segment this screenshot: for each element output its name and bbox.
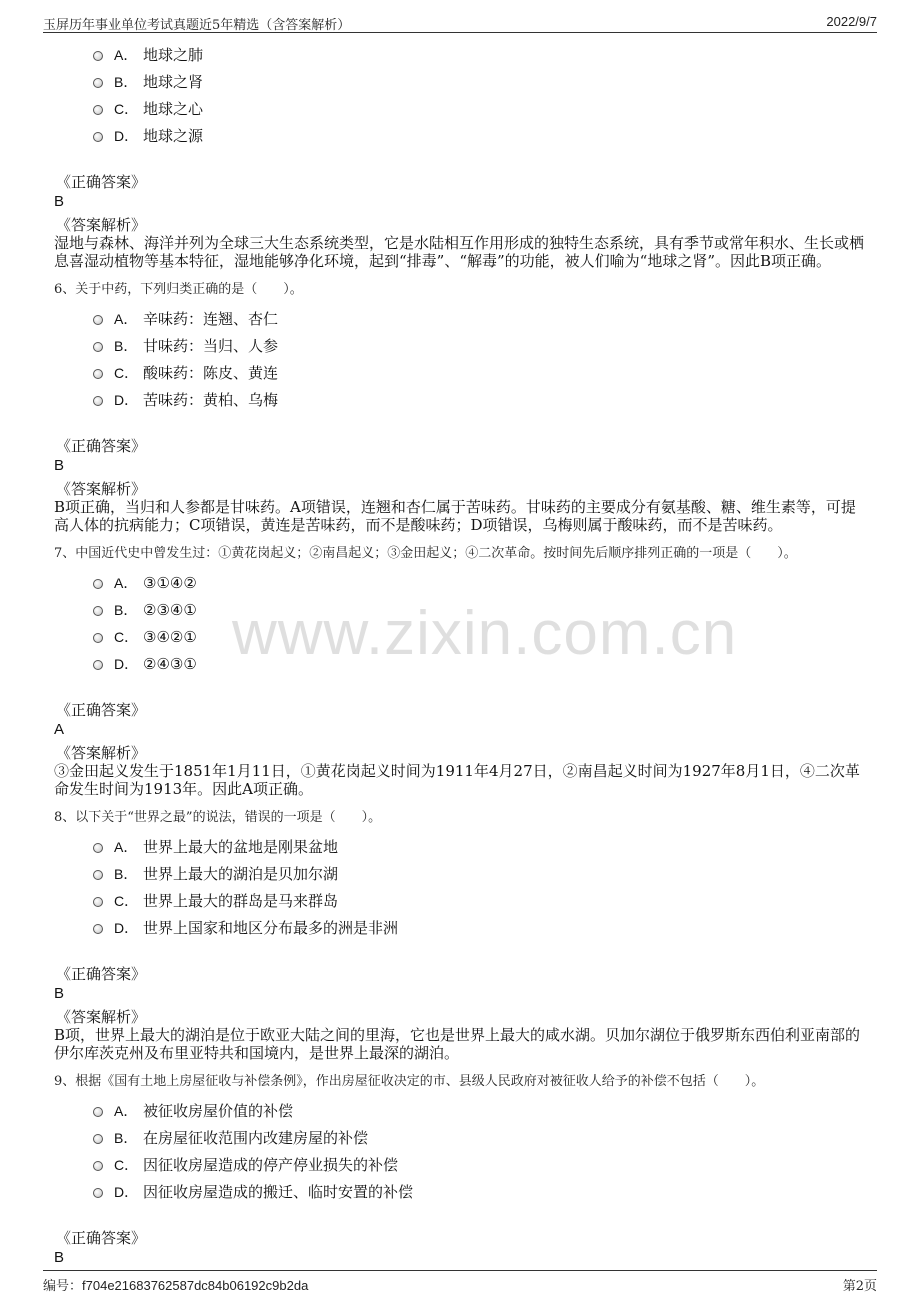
radio-icon[interactable] [93,1188,103,1198]
option-letter: C． [114,1157,139,1173]
option-text: 地球之心 [143,100,204,118]
option-letter: C． [114,629,139,645]
explanation-label: 《答案解析》 [56,1008,147,1026]
explanation-label: 《答案解析》 [56,216,147,234]
page-header [43,10,877,33]
document-title: 玉屏历年事业单位考试真题近5年精选（含答案解析） [43,18,351,33]
radio-icon[interactable] [93,78,103,88]
option-letter: A． [114,1103,138,1119]
answer-value: B [54,193,65,210]
option-letter: C． [114,101,139,117]
option-text: ③④②① [143,628,197,646]
option-d[interactable] [54,123,874,150]
answer-value: B [54,457,65,474]
option-text: 世界上国家和地区分布最多的洲是非洲 [143,919,399,937]
option-letter: D． [114,1184,139,1200]
radio-icon[interactable] [93,606,103,616]
radio-icon[interactable] [93,51,103,61]
option-c[interactable] [54,1152,874,1179]
explanation-text: ③金田起义发生于1851年1月11日，①黄花岗起义时间为1911年4月27日，②南昌起义时间为1927年8月1日，④二次革命发生时间为1913年。因此A项正确。 [54,762,860,798]
option-text: 被征收房屋价值的补偿 [143,1102,294,1120]
radio-icon[interactable] [93,1107,103,1117]
option-text: 在房屋征收范围内改建房屋的补偿 [143,1129,369,1147]
answer-label: 《正确答案》 [56,701,147,719]
option-a[interactable] [54,834,874,861]
code-value: f704e21683762587dc84b06192c9b2da [82,1278,309,1293]
option-letter: C． [114,893,139,909]
option-letter: D． [114,656,139,672]
option-b[interactable] [54,597,874,624]
option-c[interactable] [54,360,874,387]
option-text: 世界上最大的群岛是马来群岛 [143,892,339,910]
radio-icon[interactable] [93,132,103,142]
explanation-label: 《答案解析》 [56,480,147,498]
option-b[interactable] [54,69,874,96]
option-letter: D． [114,128,139,144]
option-d[interactable] [54,1179,874,1206]
option-b[interactable] [54,1125,874,1152]
option-letter: B． [114,338,138,354]
option-letter: B． [114,602,138,618]
explanation-text: 湿地与森林、海洋并列为全球三大生态系统类型，它是水陆相互作用形成的独特生态系统，具有季节或常年积水、生长或栖息喜湿动植物等基本特征，湿地能够净化环境，起到“排毒”、“解毒”的功能，被人们喻为“地球之肾”。因此B项正确。 [54,234,865,270]
option-letter: D． [114,392,139,408]
option-text: 地球之肺 [143,46,204,64]
option-text: 甘味药：当归、人参 [143,337,279,355]
radio-icon[interactable] [93,870,103,880]
option-a[interactable] [54,1098,874,1125]
option-c[interactable] [54,96,874,123]
option-b[interactable] [54,333,874,360]
option-text: 地球之源 [143,127,204,145]
question-8 [54,808,874,1062]
radio-icon[interactable] [93,315,103,325]
radio-icon[interactable] [93,1161,103,1171]
option-text: ②④③① [143,655,197,673]
document-code [43,1275,308,1294]
explanation-text: B项正确，当归和人参都是甘味药。A项错误，连翘和杏仁属于苦味药。甘味药的主要成分有氨基酸、糖、维生素等，可提高人体的抗病能力；C项错误，黄连是苦味药，而不是酸味药；D项错误，乌梅则属于酸味药，而不是苦味药。 [54,498,856,534]
answer-label: 《正确答案》 [56,173,147,191]
question-5 [54,42,874,270]
radio-icon[interactable] [93,342,103,352]
radio-icon[interactable] [93,660,103,670]
question-list [54,42,874,1268]
option-c[interactable] [54,624,874,651]
answer-label: 《正确答案》 [56,965,147,983]
page-footer [43,1270,877,1293]
option-text: 世界上最大的盆地是刚果盆地 [143,838,339,856]
option-text: 酸味药：陈皮、黄连 [143,364,279,382]
question-9 [54,1072,874,1268]
answer-value: B [54,1249,65,1266]
question-text: 9、根据《国有土地上房屋征收与补偿条例》，作出房屋征收决定的市、县级人民政府对被征收人给予的补偿不包括（ ）。 [54,1074,765,1089]
question-6 [54,280,874,534]
option-letter: A． [114,839,138,855]
option-letter: B． [114,74,138,90]
option-letter: C． [114,365,139,381]
question-text: 7、中国近代史中曾发生过：①黄花岗起义；②南昌起义；③金田起义；④二次革命。按时间先后顺序排列正确的一项是（ ）。 [54,546,797,561]
radio-icon[interactable] [93,633,103,643]
option-text: 世界上最大的湖泊是贝加尔湖 [143,865,339,883]
answer-label: 《正确答案》 [56,437,147,455]
option-letter: B． [114,1130,138,1146]
option-text: ②③④① [143,601,197,619]
document-date: 2022/9/7 [826,14,877,29]
option-letter: A． [114,575,138,591]
page-number: 第2页 [842,1279,877,1294]
option-d[interactable] [54,915,874,942]
explanation-text: B项，世界上最大的湖泊是位于欧亚大陆之间的里海，它也是世界上最大的咸水湖。贝加尔湖位于俄罗斯东西伯利亚南部的伊尔库茨克州及布里亚特共和国境内，是世界上最深的湖泊。 [54,1026,861,1062]
option-letter: D． [114,920,139,936]
option-a[interactable] [54,570,874,597]
question-7 [54,544,874,798]
option-a[interactable] [54,306,874,333]
radio-icon[interactable] [93,579,103,589]
option-a[interactable] [54,42,874,69]
option-d[interactable] [54,651,874,678]
radio-icon[interactable] [93,843,103,853]
option-text: 因征收房屋造成的停产停业损失的补偿 [143,1156,399,1174]
question-text: 8、以下关于“世界之最”的说法，错误的一项是（ ）。 [54,810,382,825]
option-letter: A． [114,311,138,327]
watermark: www.zixin.com.cn [232,599,738,668]
option-b[interactable] [54,861,874,888]
option-text: ③①④② [143,574,197,592]
radio-icon[interactable] [93,396,103,406]
radio-icon[interactable] [93,924,103,934]
radio-icon[interactable] [93,1134,103,1144]
answer-value: B [54,985,65,1002]
radio-icon[interactable] [93,369,103,379]
option-text: 地球之肾 [143,73,204,91]
option-letter: B． [114,866,138,882]
explanation-label: 《答案解析》 [56,744,147,762]
answer-value: A [54,721,65,738]
option-c[interactable] [54,888,874,915]
option-text: 因征收房屋造成的搬迁、临时安置的补偿 [143,1183,414,1201]
code-label: 编号： [43,1279,83,1294]
radio-icon[interactable] [93,105,103,115]
option-text: 苦味药：黄柏、乌梅 [143,391,279,409]
option-text: 辛味药：连翘、杏仁 [143,310,279,328]
answer-label: 《正确答案》 [56,1229,147,1247]
radio-icon[interactable] [93,897,103,907]
question-text: 6、关于中药，下列归类正确的是（ ）。 [54,282,303,297]
option-d[interactable] [54,387,874,414]
option-letter: A． [114,47,138,63]
